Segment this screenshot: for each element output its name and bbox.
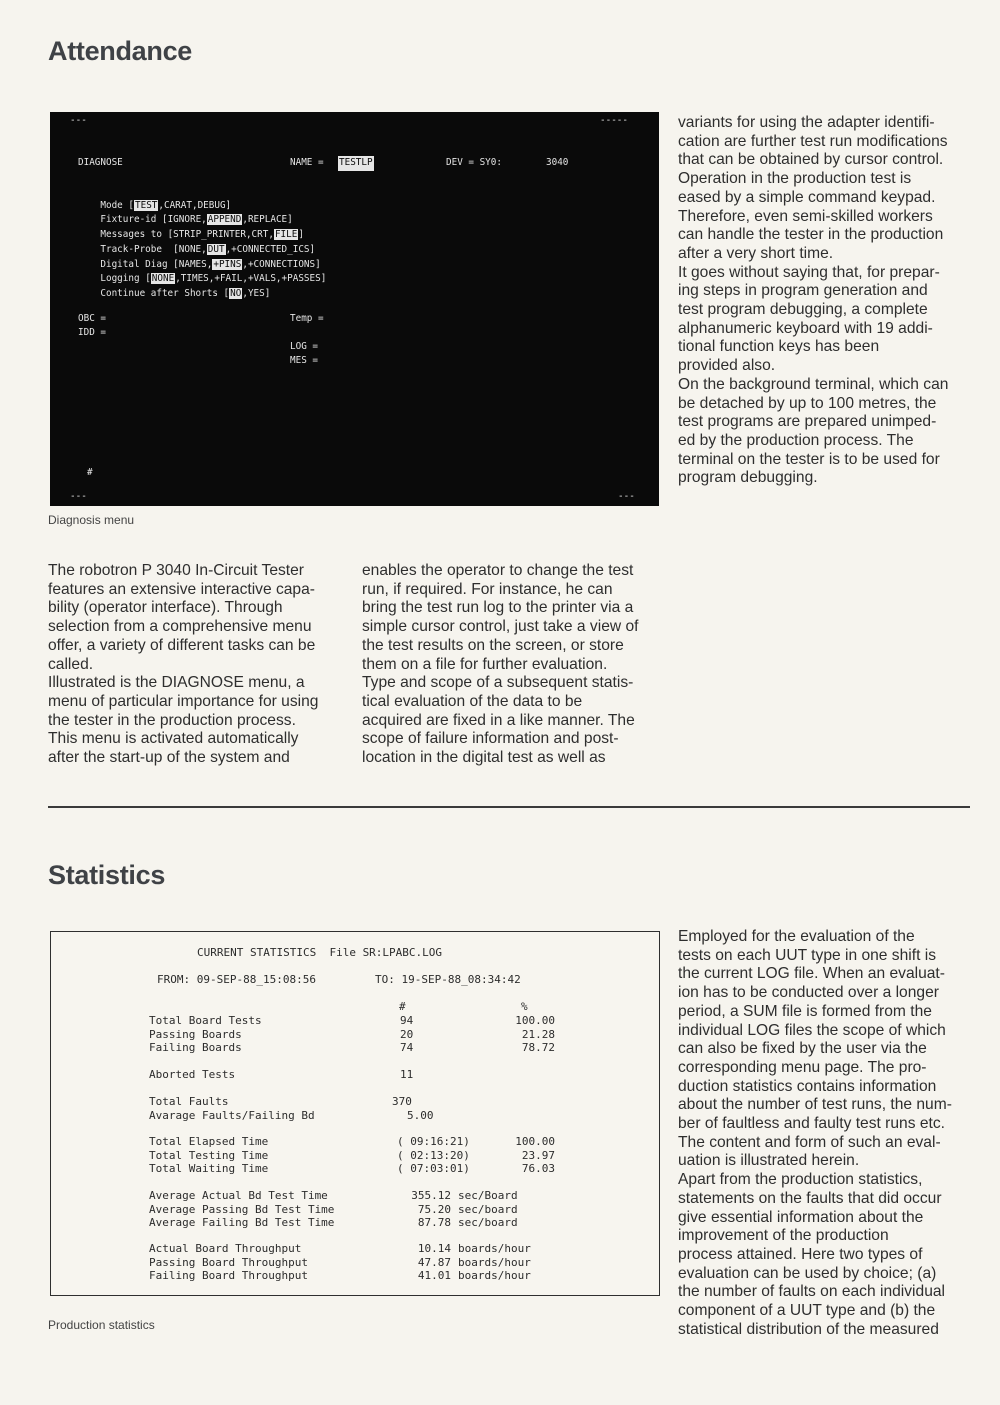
stat-label: Average Failing Bd Test Time [149, 1216, 335, 1229]
terminal-option-digital-diag: Digital Diag [NAMES,+PINS,+CONNECTIONS] [100, 258, 321, 270]
stat-value: ( 09:16:21) [397, 1135, 470, 1148]
attendance-body-column-2: enables the operator to change the test run, if required. For instance, he can bring the test run log to the printer via a simple cursor control, just take a view of the test results on the screen, or store them on a file for further evaluation. Type and scope of a subsequent statis- tical evaluation of the data to be acquired are fixed in a like manner. The scope of failure information and post- location in the digital test as well as [362, 562, 639, 767]
terminal-mes-label: MES = [290, 355, 318, 366]
stat-unit: sec/Board [458, 1189, 518, 1202]
stat-label: Total Elapsed Time [149, 1135, 269, 1148]
stat-value: 11 [400, 1068, 414, 1081]
terminal-title: DIAGNOSE [78, 157, 123, 168]
stat-value: 355.12 [411, 1189, 451, 1202]
terminal-obc-label: OBC = [78, 313, 106, 324]
stat-label: Failing Boards [149, 1041, 242, 1054]
stat-unit: boards/hour [458, 1255, 531, 1269]
stat-value: 75.20 [417, 1202, 451, 1216]
printout-col-count-header: # [399, 1000, 406, 1013]
stat-unit: boards/hour [458, 1269, 531, 1282]
stat-percent: 23.97 [521, 1148, 555, 1162]
figure-caption-diagnosis-menu: Diagnosis menu [48, 513, 135, 527]
stat-value: 74 [400, 1041, 414, 1054]
terminal-dev-value: 3040 [546, 157, 569, 168]
stat-label: Failing Board Throughput [149, 1269, 308, 1282]
section-divider [48, 806, 970, 808]
production-statistics-printout [50, 931, 660, 1296]
stat-value: 94 [400, 1014, 414, 1027]
terminal-dev-label: DEV = SY0: [446, 157, 502, 168]
stat-value: 20 [400, 1027, 414, 1041]
option-selected: NO [230, 287, 242, 299]
stat-value: 370 [392, 1095, 412, 1108]
stat-unit: sec/board [458, 1202, 518, 1216]
terminal-option-mode: Mode [TEST,CARAT,DEBUG] [100, 199, 232, 211]
stat-label: Total Testing Time [149, 1148, 269, 1162]
stat-label: Passing Board Throughput [149, 1255, 308, 1269]
terminal-top-left-dashes: --- [70, 115, 87, 126]
terminal-temp-label: Temp = [290, 313, 324, 324]
option-selected: +PINS [213, 258, 242, 270]
stat-percent: 78.72 [521, 1041, 555, 1054]
diagnose-terminal-screen [50, 112, 659, 506]
stat-value: 87.78 [417, 1216, 451, 1229]
terminal-option-messages-to: Messages to [STRIP_PRINTER,CRT,FILE] [100, 229, 304, 241]
option-selected: TEST [135, 199, 158, 211]
section-heading-attendance: Attendance [48, 36, 193, 66]
printout-from: FROM: 09-SEP-88_15:08:56 [157, 973, 316, 986]
statistics-right-column-text: Employed for the evaluation of the tests on each UUT type in one shift is the current LOG file. When an evaluat- ion has to be conducted over a longer period, a SUM file is formed from the individual LOG files the scope of which can also be fixed by the user via the corresponding menu page. The pro- duction statistics contains information about the number of test runs, the num- ber of faultless and faulty test runs etc. The content and form of such an eval- uation is illustrated herein. Apart from the production statistics, statements on the faults that did occur give essential information about the improvement of the production process attained. Here two types of evaluation can be used by choice; (a) the number of faults on each individual component of a UUT type and (b) the statistical distribution of the measured [678, 928, 952, 1338]
stat-unit: boards/hour [458, 1242, 531, 1255]
stat-label: Avarage Faults/Failing Bd [149, 1108, 315, 1122]
terminal-prompt: # [87, 467, 93, 478]
terminal-bottom-right-dashes: --- [618, 491, 635, 502]
stat-label: Total Faults [149, 1095, 229, 1108]
option-selected: DUT [207, 243, 225, 255]
terminal-log-label: LOG = [290, 341, 318, 352]
terminal-name-label: NAME = [290, 157, 324, 168]
terminal-idd-label: IDD = [78, 327, 106, 338]
stat-unit: sec/board [458, 1216, 518, 1229]
printout-to: TO: 19-SEP-88_08:34:42 [375, 973, 521, 986]
figure-caption-production-statistics: Production statistics [48, 1318, 155, 1332]
stat-percent: 100.00 [515, 1135, 555, 1148]
stat-percent: 76.03 [521, 1162, 555, 1175]
stat-value: ( 07:03:01) [397, 1162, 470, 1175]
stat-label: Actual Board Throughput [149, 1242, 302, 1255]
stat-label: Total Waiting Time [149, 1162, 269, 1175]
stat-label: Aborted Tests [149, 1068, 236, 1081]
section-heading-statistics: Statistics [48, 860, 166, 890]
stat-label: Average Actual Bd Test Time [149, 1189, 328, 1202]
stat-value: 41.01 [417, 1269, 451, 1282]
stat-value: 5.00 [407, 1108, 434, 1122]
attendance-right-column-text: variants for using the adapter identifi- cation are further test run modifications that can be obtained by cursor control. Operation in the production test is eased by a simple command keypad. Therefore, even semi-skilled workers can handle the tester in the production after a very short time. It goes without saying that, for prepar- ing steps in program generation and test program debugging, a complete alphanumeric keyboard with 19 addi- tional function keys has been provided also. On the background terminal, which can be detached by up to 100 metres, the test programs are prepared unimped- ed by the production process. The terminal on the tester is to be used for program debugging. [678, 114, 949, 487]
terminal-option-continue-after-shorts: Continue after Shorts [NO,YES] [100, 287, 271, 299]
terminal-option-fixture-id: Fixture-id [IGNORE,APPEND,REPLACE] [100, 214, 293, 226]
stat-label: Total Board Tests [149, 1014, 262, 1027]
terminal-bottom-left-dashes: --- [70, 491, 87, 502]
terminal-option-logging: Logging [NONE,TIMES,+FAIL,+VALS,+PASSES] [100, 273, 327, 285]
option-selected: FILE [274, 229, 298, 241]
terminal-top-right-dashes: ----- [600, 115, 628, 126]
terminal-name-value: TESTLP [338, 156, 374, 171]
terminal-option-track-probe: Track-Probe [NONE,DUT,+CONNECTED_ICS] [100, 243, 316, 255]
printout-col-pct-header: % [521, 1000, 528, 1013]
option-selected: APPEND [207, 214, 242, 226]
option-selected: NONE [151, 273, 175, 285]
stat-label: Passing Boards [149, 1027, 242, 1041]
printout-title: CURRENT STATISTICS File SR:LPABC.LOG [197, 946, 443, 959]
stat-value: ( 02:13:20) [397, 1148, 470, 1162]
stat-value: 10.14 [417, 1242, 451, 1255]
stat-percent: 21.28 [521, 1027, 555, 1041]
stat-label: Average Passing Bd Test Time [149, 1202, 335, 1216]
stat-value: 47.87 [417, 1255, 451, 1269]
attendance-body-column-1: The robotron P 3040 In-Circuit Tester features an extensive interactive capa- bility (operator interface). Through selection from a comprehensive menu offer, a variety of different tasks can be called. Illustrated is the DIAGNOSE menu, a menu of particular importance for using the tester in the production process. This menu is activated automatically after the start-up of the system and [48, 562, 319, 767]
stat-percent: 100.00 [515, 1014, 555, 1027]
